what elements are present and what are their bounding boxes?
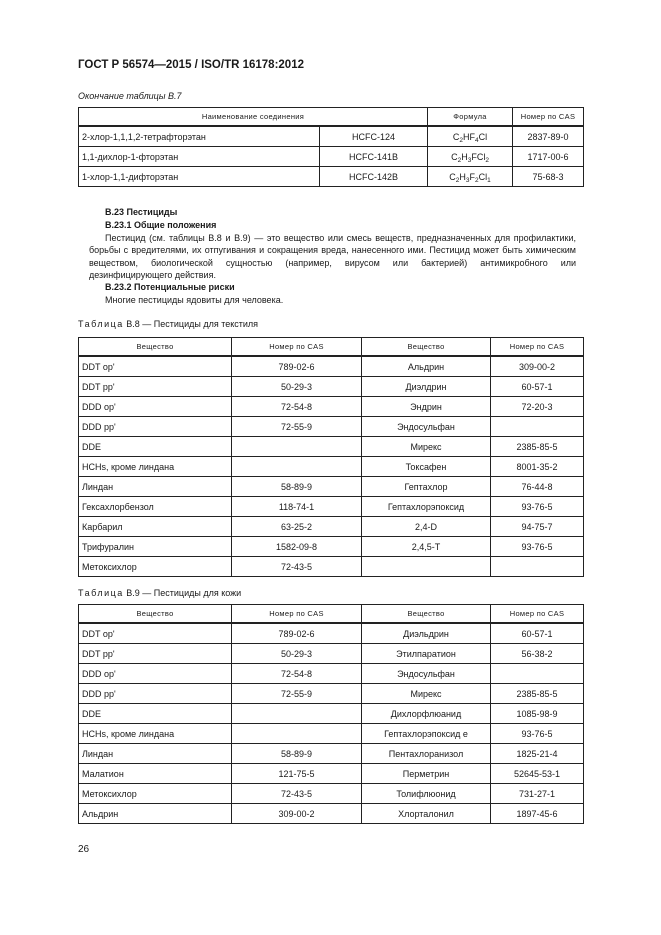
header-cas: Номер по CAS [513,108,584,127]
substance-name: DDD pp' [79,417,232,437]
cas-number: 93-76-5 [491,724,584,744]
cas-number: 60-57-1 [491,377,584,397]
table-row [79,623,584,644]
table-row [79,477,584,497]
table-row [79,397,584,417]
substance-name: Перметрин [362,764,491,784]
table-row [79,557,584,577]
section-heading: В.23 Пестициды [105,207,178,217]
compound-code: HCFC-124 [320,126,428,147]
substance-name [362,557,491,577]
table-row [79,784,584,804]
cas-number [232,457,362,477]
substance-name: Линдан [79,744,232,764]
substance-name: Эндрин [362,397,491,417]
substance-name: Альдрин [79,804,232,824]
table-b9 [78,604,584,824]
table-row [79,497,584,517]
table-b8 [78,337,584,577]
cas-number: 58-89-9 [232,477,362,497]
cas-number: 94-75-7 [491,517,584,537]
header-substance: Вещество [362,338,491,357]
substance-name: DDD op' [79,664,232,684]
subsection-heading-general: В.23.1 Общие положения [105,220,217,230]
substance-name: DDD pp' [79,684,232,704]
header-substance: Вещество [362,605,491,624]
cas-number [491,417,584,437]
compound-code: HCFC-142B [320,167,428,187]
table-row [79,664,584,684]
header-substance: Вещество [79,605,232,624]
table-row [79,167,584,187]
substance-name: 2,4,5-T [362,537,491,557]
cas-number: 56-38-2 [491,644,584,664]
substance-name: DDE [79,437,232,457]
cas-number: 2837-89-0 [513,126,584,147]
compound-name: 1-хлор-1,1-дифторэтан [79,167,320,187]
cas-number: 76-44-8 [491,477,584,497]
cas-number [232,724,362,744]
substance-name: Пентахлоранизол [362,744,491,764]
table-row [79,417,584,437]
cas-number: 50-29-3 [232,644,362,664]
header-compound-name: Наименование соединения [79,108,428,127]
substance-name: Мирекс [362,437,491,457]
substance-name: Гептахлорэпоксид [362,497,491,517]
substance-name: HCHs, кроме линдана [79,724,232,744]
substance-name: Малатион [79,764,232,784]
substance-name: Трифуралин [79,537,232,557]
compound-name: 2-хлор-1,1,1,2-тетрафторэтан [79,126,320,147]
table-row [79,126,584,147]
cas-number: 8001-35-2 [491,457,584,477]
table-row [79,724,584,744]
cas-number: 1825-21-4 [491,744,584,764]
cas-number [232,437,362,457]
cas-number: 72-20-3 [491,397,584,417]
substance-name: Гептахлорэпоксид е [362,724,491,744]
substance-name: Диэлдрин [362,377,491,397]
header-cas: Номер по CAS [491,605,584,624]
header-cas: Номер по CAS [232,338,362,357]
table-row [79,377,584,397]
cas-number: 52645-53-1 [491,764,584,784]
table-row [79,457,584,477]
substance-name: Диэльдрин [362,623,491,644]
cas-number: 1582-09-8 [232,537,362,557]
cas-number: 72-54-8 [232,397,362,417]
substance-name: Карбарил [79,517,232,537]
cas-number: 1897-45-6 [491,804,584,824]
cas-number: 72-55-9 [232,684,362,704]
table-b9-caption: Таблица В.9 — Пестициды для кожи [78,588,242,598]
header-cas: Номер по CAS [491,338,584,357]
subsection-heading-risks: В.23.2 Потенциальные риски [105,282,235,292]
substance-name: Гексахлорбензол [79,497,232,517]
table-row [79,804,584,824]
cas-number: 731-27-1 [491,784,584,804]
substance-name: Эндосульфан [362,664,491,684]
substance-name: DDE [79,704,232,724]
substance-name: HCHs, кроме линдана [79,457,232,477]
cas-number: 118-74-1 [232,497,362,517]
cas-number [491,664,584,684]
table-b8-caption: Таблица В.8 — Пестициды для текстиля [78,319,259,329]
header-formula: Формула [428,108,513,127]
cas-number: 72-43-5 [232,557,362,577]
cas-number: 72-43-5 [232,784,362,804]
cas-number: 58-89-9 [232,744,362,764]
table-row [79,704,584,724]
table-row [79,644,584,664]
table-b7-caption: Окончание таблицы В.7 [78,91,182,101]
chemical-formula: $C_2HF_4Cl$ [428,126,513,147]
table-row [79,537,584,557]
document-header: ГОСТ Р 56574—2015 / ISO/TR 16178:2012 [78,59,304,71]
page-number: 26 [78,844,90,855]
table-row [79,437,584,457]
header-substance: Вещество [79,338,232,357]
table-row [79,147,584,167]
cas-number: 63-25-2 [232,517,362,537]
table-row [79,764,584,784]
chemical-formula: $C_2H_3F_2Cl_1$ [428,167,513,187]
substance-name: DDT op' [79,356,232,377]
compound-code: HCFC-141B [320,147,428,167]
cas-number: 72-54-8 [232,664,362,684]
cas-number: 2385-85-5 [491,684,584,704]
cas-number [232,704,362,724]
cas-number: 1717-00-6 [513,147,584,167]
cas-number: 309-00-2 [232,804,362,824]
header-cas: Номер по CAS [232,605,362,624]
substance-name: DDT op' [79,623,232,644]
chemical-formula: $C_2H_3FCl_2$ [428,147,513,167]
substance-name: Токсафен [362,457,491,477]
substance-name: DDT pp' [79,377,232,397]
substance-name: Альдрин [362,356,491,377]
table-row [79,517,584,537]
substance-name: 2,4-D [362,517,491,537]
substance-name: Эндосульфан [362,417,491,437]
substance-name: Линдан [79,477,232,497]
table-row [79,744,584,764]
paragraph-risks: Многие пестициды ядовиты для человека. [105,295,284,305]
substance-name: Гептахлор [362,477,491,497]
substance-name: Этилпаратион [362,644,491,664]
cas-number: 121-75-5 [232,764,362,784]
cas-number: 50-29-3 [232,377,362,397]
substance-name: Дихлорфлюанид [362,704,491,724]
substance-name: Толифлюонид [362,784,491,804]
cas-number: 72-55-9 [232,417,362,437]
cas-number: 60-57-1 [491,623,584,644]
substance-name: Хлорталонил [362,804,491,824]
substance-name: Метоксихлор [79,784,232,804]
cas-number: 93-76-5 [491,497,584,517]
cas-number: 789-02-6 [232,623,362,644]
table-row [79,684,584,704]
table-row [79,356,584,377]
cas-number: 75-68-3 [513,167,584,187]
cas-number: 789-02-6 [232,356,362,377]
substance-name: Метоксихлор [79,557,232,577]
cas-number [491,557,584,577]
cas-number: 2385-85-5 [491,437,584,457]
substance-name: Мирекс [362,684,491,704]
table-b7 [78,107,584,187]
compound-name: 1,1-дихлор-1-фторэтан [79,147,320,167]
substance-name: DDT pp' [79,644,232,664]
cas-number: 309-00-2 [491,356,584,377]
substance-name: DDD op' [79,397,232,417]
cas-number: 93-76-5 [491,537,584,557]
paragraph-general: Пестицид (см. таблицы В.8 и В.9) — это вещество или смесь веществ, предназначенных для профилактики, борьбы с вредителями, их отпугивания и сокращения вреда, нанесенного ими. Пестицид может быть химическим веществом, биологической сущностью (например, вирусом или бактерией) антимикробного или дезинфицирующего действия. [89,233,576,280]
cas-number: 1085-98-9 [491,704,584,724]
